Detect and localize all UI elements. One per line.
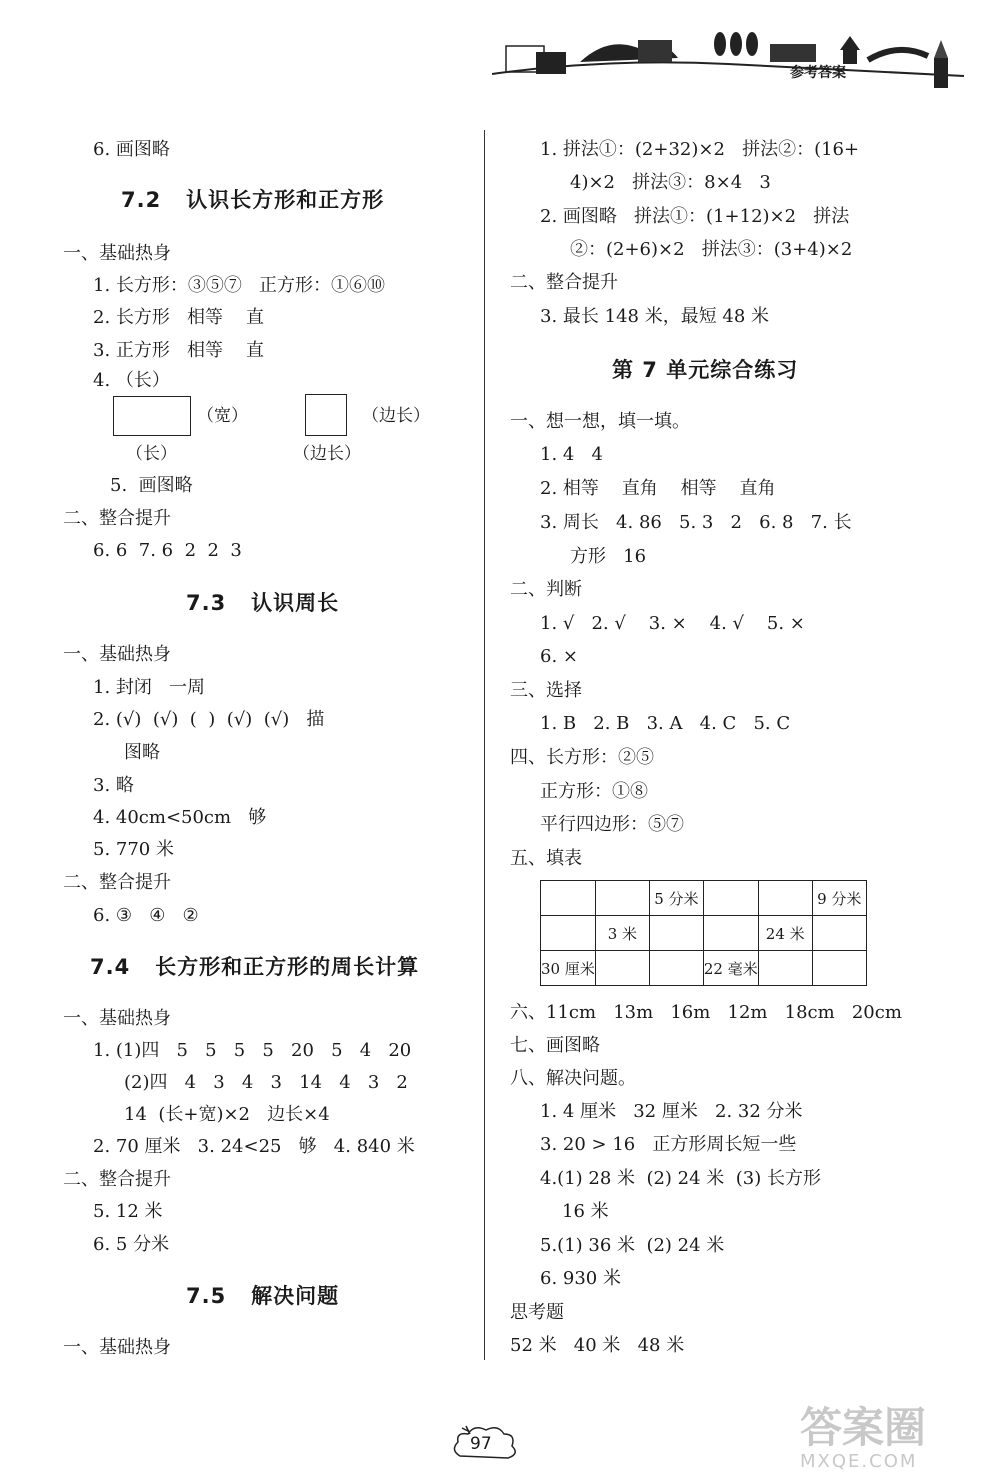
table-cell: 9 分米 — [812, 881, 866, 916]
answer-line: 正方形：①⑧ — [540, 781, 648, 802]
answer-line: 一、基础热身 — [63, 243, 171, 264]
answer-line: 1. 4 厘米 32 厘米 2. 32 分米 — [540, 1101, 803, 1122]
answer-line: 1. B 2. B 3. A 4. C 5. C — [540, 713, 791, 734]
section-heading: 7.2 认识长方形和正方形 — [121, 188, 385, 212]
answer-line: 图略 — [124, 742, 160, 763]
answer-line: 七、画图略 — [510, 1035, 600, 1056]
square-side-bottom-label: （边长） — [293, 444, 361, 464]
table-cell — [812, 916, 866, 951]
answer-line: 5. 画图略 — [110, 475, 193, 496]
answer-line: 1. 4 4 — [540, 444, 603, 465]
answer-line: 3. 略 — [93, 775, 134, 796]
answer-line: 2. (√) (√) ( ) (√) (√) 描 — [93, 709, 325, 730]
answer-line: 4. 40cm<50cm 够 — [93, 807, 267, 828]
answer-line: ②：(2+6)×2 拼法③：(3+4)×2 — [570, 239, 853, 260]
answer-line: 二、判断 — [510, 579, 582, 600]
answer-line: 3. 正方形 相等 直 — [93, 340, 264, 361]
answer-line: 2. 长方形 相等 直 — [93, 307, 264, 328]
answer-line: 二、整合提升 — [63, 1169, 171, 1190]
answer-line: 五、填表 — [510, 848, 582, 869]
answer-line: 6. 930 米 — [540, 1268, 621, 1289]
answer-line: 六、11cm 13m 16m 12m 18cm 20cm — [510, 1002, 902, 1023]
table-cell — [541, 916, 596, 951]
table-row — [541, 951, 867, 986]
answer-line: 5. 12 米 — [93, 1201, 163, 1222]
table-cell — [758, 951, 812, 986]
table-cell: 30 厘米 — [541, 951, 596, 986]
table-cell — [595, 951, 649, 986]
fill-table — [540, 880, 867, 986]
table-cell — [758, 881, 812, 916]
answer-line: 一、基础热身 — [63, 1337, 171, 1358]
header-illustration — [488, 18, 968, 100]
answer-line: 6. 画图略 — [93, 139, 170, 160]
answer-line: 平行四边形：⑤⑦ — [540, 814, 684, 835]
rect-long-bottom-label: （长） — [126, 444, 177, 464]
answer-line: 6. 6 7. 6 2 2 3 — [93, 540, 242, 561]
table-cell: 24 米 — [758, 916, 812, 951]
answer-line: 二、整合提升 — [63, 872, 171, 893]
answer-line: (2)四 4 3 4 3 14 4 3 2 — [124, 1072, 408, 1093]
square-side-right-label: （边长） — [362, 406, 430, 426]
table-cell: 22 毫米 — [703, 951, 758, 986]
column-divider — [484, 130, 485, 1360]
answer-line: 3. 周长 4. 86 5. 3 2 6. 8 7. 长 — [540, 512, 852, 533]
header-label: 参考答案 — [790, 65, 846, 81]
answer-line: 1. (1)四 5 5 5 5 20 5 4 20 — [93, 1040, 412, 1061]
answer-line: 方形 16 — [570, 546, 647, 567]
answer-line: 4)×2 拼法③：8×4 3 — [570, 172, 771, 193]
answer-line: 二、整合提升 — [63, 508, 171, 529]
watermark-title: 答案圈 — [800, 1403, 927, 1452]
table-cell: 3 米 — [595, 916, 649, 951]
answer-line: 一、基础热身 — [63, 1008, 171, 1029]
answer-line: 5. 770 米 — [93, 839, 174, 860]
answer-line: 6. 5 分米 — [93, 1234, 170, 1255]
table-cell — [649, 951, 703, 986]
answer-line: 一、想一想，填一填。 — [510, 411, 690, 432]
answer-line: 四、长方形：②⑤ — [510, 747, 654, 768]
answer-line: 4.(1) 28 米 (2) 24 米 (3) 长方形 — [540, 1168, 821, 1189]
rect-wide-label: （宽） — [197, 406, 248, 426]
table-cell — [812, 951, 866, 986]
table-cell — [541, 881, 596, 916]
watermark-url: MXQE.COM — [800, 1451, 918, 1472]
answer-line: 1. 封闭 一周 — [93, 677, 206, 698]
answer-line: 52 米 40 米 48 米 — [510, 1335, 685, 1356]
answer-line: 4. （长） — [93, 370, 170, 391]
answer-line: 16 米 — [562, 1201, 609, 1222]
page-number: 97 — [470, 1434, 492, 1454]
answer-line: 1. 拼法①：(2+32)×2 拼法②：(16+ — [540, 139, 860, 160]
answer-line: 6. ③ ④ ② — [93, 905, 199, 926]
section-heading: 7.3 认识周长 — [186, 591, 340, 615]
answer-line: 三、选择 — [510, 680, 582, 701]
square-figure — [305, 394, 347, 436]
rectangle-figure — [113, 396, 191, 436]
answer-line: 1. √ 2. √ 3. × 4. √ 5. × — [540, 613, 805, 634]
answer-line: 一、基础热身 — [63, 644, 171, 665]
table-cell: 5 分米 — [649, 881, 703, 916]
answer-line: 5.(1) 36 米 (2) 24 米 — [540, 1235, 725, 1256]
answer-line: 2. 相等 直角 相等 直角 — [540, 478, 776, 499]
table-cell — [703, 881, 758, 916]
answer-line: 14 (长+宽)×2 边长×4 — [124, 1104, 330, 1125]
answer-line: 二、整合提升 — [510, 272, 618, 293]
watermark — [800, 1405, 926, 1472]
answer-line: 2. 70 厘米 3. 24<25 够 4. 840 米 — [93, 1136, 415, 1157]
answer-line: 思考题 — [510, 1302, 564, 1323]
answer-line: 2. 画图略 拼法①：(1+12)×2 拼法 — [540, 206, 850, 227]
answer-line: 1. 长方形：③⑤⑦ 正方形：①⑥⑩ — [93, 275, 386, 296]
table-cell — [649, 916, 703, 951]
table-row — [541, 916, 867, 951]
table-cell — [703, 916, 758, 951]
answer-line: 八、解决问题。 — [510, 1068, 636, 1089]
section-heading: 7.5 解决问题 — [186, 1284, 340, 1308]
table-row — [541, 881, 867, 916]
answer-line: 3. 最长 148 米，最短 48 米 — [540, 306, 770, 327]
answer-line: 3. 20 > 16 正方形周长短一些 — [540, 1134, 797, 1155]
table-cell — [595, 881, 649, 916]
answer-line: 6. × — [540, 646, 578, 667]
section-heading: 7.4 长方形和正方形的周长计算 — [90, 955, 420, 979]
section-heading: 第 7 单元综合练习 — [612, 358, 799, 382]
